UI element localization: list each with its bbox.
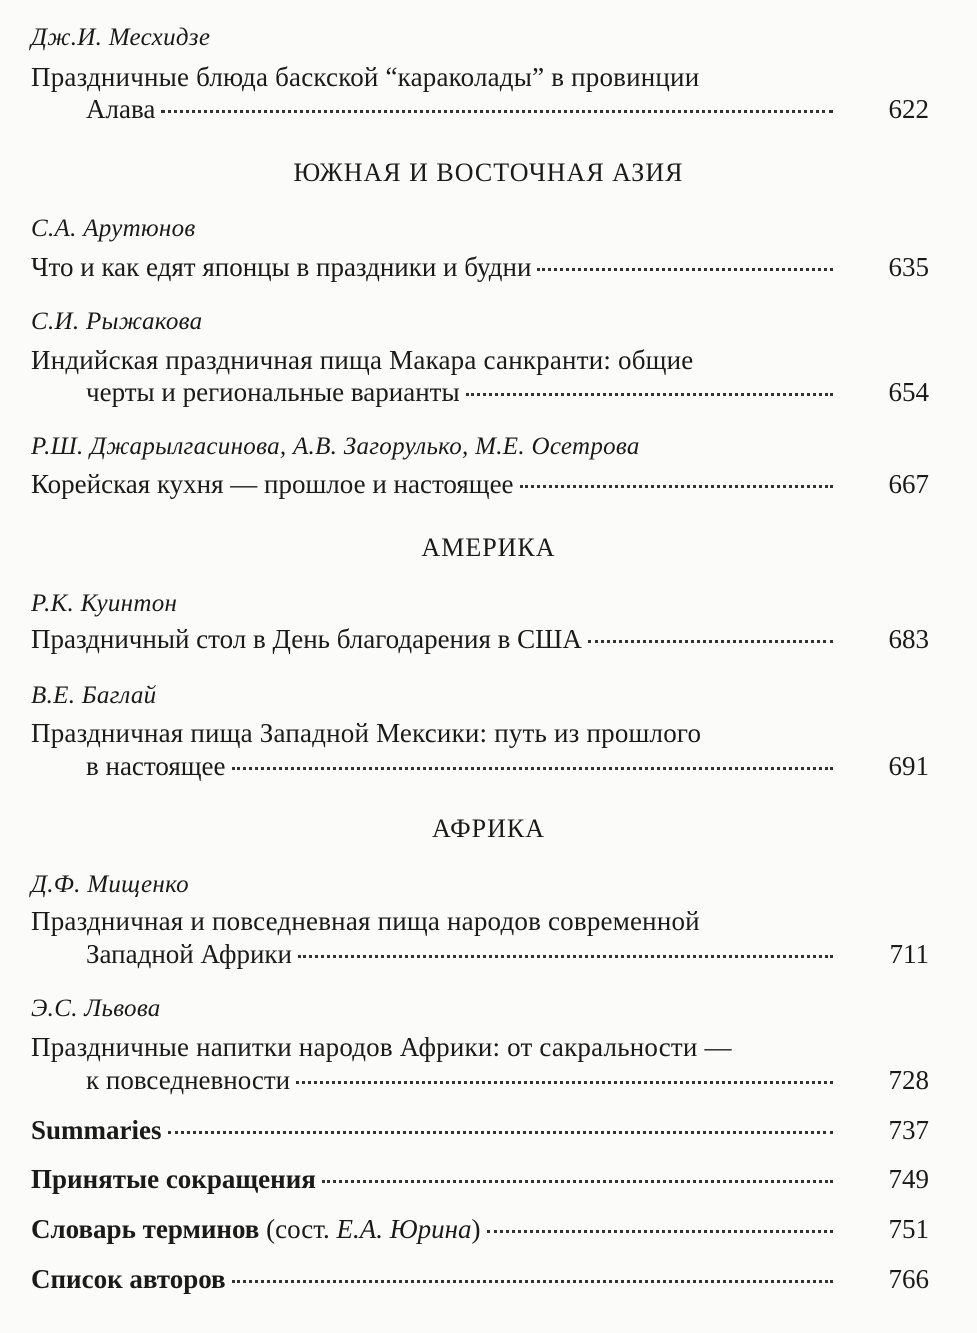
backmatter-title: Список авторов [31,1264,226,1294]
entry-author: С.И. Рыжакова [31,308,203,335]
page-number: 635 [888,252,929,282]
page-number: 654 [888,377,929,407]
dot-leader [466,393,833,396]
entry-author: С.А. Арутюнов [31,215,196,242]
dot-leader [322,1180,833,1183]
entry-title-line: Праздничная пища Западной Мексики: путь из прошлого [31,718,702,748]
toc-entry-row [86,94,929,128]
section-heading: ЮЖНАЯ И ВОСТОЧНАЯ АЗИЯ [293,158,684,187]
entry-title-line: Алава [86,94,156,124]
section-heading: АМЕРИКА [421,533,556,562]
toc-entry-row [31,1214,929,1248]
toc-entry-row [86,751,929,785]
entry-title-line: черты и региональные варианты [86,377,460,407]
entry-title-line: в настоящее [86,751,226,781]
toc-entry-row [86,377,929,411]
dot-leader [161,110,833,113]
page-number: 749 [888,1164,929,1194]
page-number: 691 [888,751,929,781]
dot-leader [520,485,833,488]
toc-entry-row [31,1115,929,1149]
page-number: 766 [888,1264,929,1294]
entry-author: Э.С. Львова [31,995,161,1022]
toc-entry-row [86,939,929,973]
dot-leader [168,1131,834,1134]
entry-title-line: к повседневности [86,1065,291,1095]
dot-leader [232,767,833,770]
compiler-note-close: ) [471,1214,481,1244]
toc-entry-row [86,1065,929,1099]
page-number: 622 [888,94,929,124]
entry-author: Р.Ш. Джарылгасинова, А.В. Загорулько, М.Е. Осетрова [31,433,640,460]
backmatter-title: Словарь терминов [31,1214,260,1244]
toc-entry-row [31,252,929,286]
dot-leader [588,640,833,643]
entry-author: Дж.И. Месхидзе [31,24,211,51]
toc-entry-row [31,1264,929,1298]
page-number: 751 [888,1214,929,1244]
entry-title-line: Праздничная и повседневная пища народов современной [31,906,700,936]
compiler-note-open: (сост. [266,1214,337,1244]
page-number: 711 [889,939,929,969]
dot-leader [232,1280,833,1283]
toc-entry-row [31,1164,929,1198]
entry-title-line: Индийская праздничная пища Макара санкранти: общие [31,345,694,375]
entry-title-line: Праздничные напитки народов Африки: от сакральности — [31,1032,732,1062]
page-number: 737 [888,1115,929,1145]
section-heading: АФРИКА [431,814,546,843]
entry-title-line: Праздничные блюда баскской “караколады” в провинции [31,62,700,92]
entry-author: Д.Ф. Мищенко [31,871,189,898]
toc-entry-row [31,469,929,503]
dot-leader [296,1081,833,1084]
page-number: 683 [888,624,929,654]
entry-author: В.Е. Баглай [31,682,157,709]
backmatter-title-group [31,1214,481,1245]
entry-author: Р.К. Куинтон [31,590,178,617]
toc-entry-row [31,624,929,658]
backmatter-title: Принятые сокращения [31,1164,316,1194]
entry-title-line: Корейская кухня — прошлое и настоящее [31,469,514,499]
dot-leader [298,955,833,958]
page-number: 667 [888,469,929,499]
dot-leader [537,268,833,271]
backmatter-title: Summaries [31,1115,162,1145]
dot-leader [487,1230,833,1233]
page-number: 728 [888,1065,929,1095]
entry-title-line: Западной Африки [86,939,292,969]
entry-title-line: Что и как едят японцы в праздники и будни [31,252,532,282]
compiler-name: Е.А. Юрина [336,1214,472,1244]
entry-title-line: Праздничный стол в День благодарения в США [31,624,582,654]
